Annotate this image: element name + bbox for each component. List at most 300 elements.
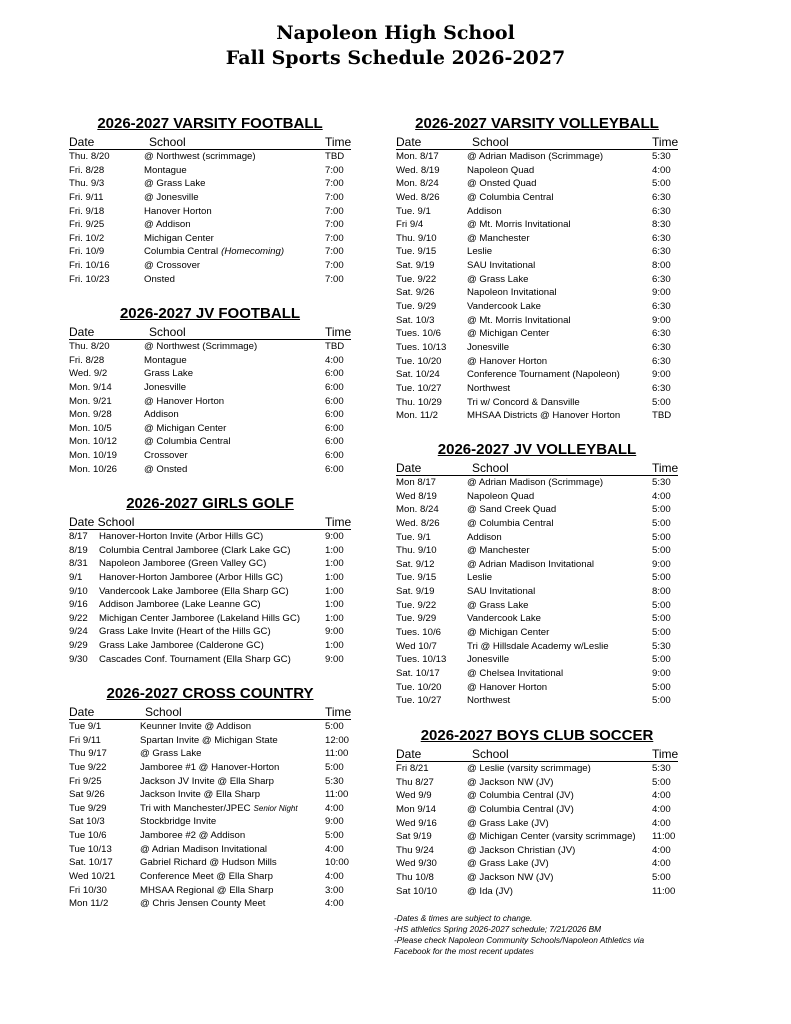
row-opponent [140,720,251,734]
row-date: Thu. 10/29 [396,396,442,408]
row-opponent-text: Grass Lake [144,368,194,380]
schedule-row [396,612,678,626]
row-opponent [140,897,265,911]
row-time: 9:00 [652,314,671,326]
row-date: Wed 9/16 [396,817,437,829]
schedule-row [396,286,678,300]
row-time: 6:00 [325,368,344,380]
row-opponent [144,245,284,259]
row-opponent [140,775,274,789]
row-time: 4:00 [325,354,344,366]
schedule-row [69,449,351,463]
row-date: Mon. 11/2 [396,410,438,422]
row-opponent-text: @ Hanover Horton [467,681,548,693]
column-headers [396,461,678,476]
header-time: Time [325,515,352,529]
section-boys-club-soccer [396,727,678,898]
row-date: Sat 9/19 [396,831,432,843]
row-opponent [467,544,530,558]
row-opponent [467,612,541,626]
schedule-row [396,355,678,369]
row-date: Tue 9/1 [69,721,102,732]
row-opponent-text: Hanover-Horton Jamboree (Arbor Hills GC) [99,571,283,583]
row-time: 7:00 [325,164,344,176]
row-date: Tue 10/13 [69,843,112,855]
row-opponent-text: @ Jackson NW (JV) [467,776,554,788]
row-opponent-text: Napoleon Quad [467,490,535,502]
row-time: 5:00 [325,761,344,773]
schedule-row [396,409,678,423]
schedule-row [396,817,678,831]
section-title: 2026-2027 VARSITY VOLLEYBALL [415,115,659,132]
row-time: TBD [325,341,345,352]
row-opponent [144,232,214,246]
row-time: 6:00 [325,450,344,462]
schedule-row [69,585,351,599]
row-opponent [467,273,528,287]
row-opponent [99,585,289,599]
row-date: Fri. 10/9 [69,246,105,258]
row-time: 6:30 [652,341,671,353]
row-date: Sat. 9/19 [396,260,435,272]
row-opponent-text: @ Jonesville [144,191,199,203]
schedule-row [396,273,678,287]
row-opponent-text: Napoleon Jamboree (Green Valley GC) [99,558,267,570]
row-date: Tue. 10/27 [396,382,442,394]
schedule-row [69,463,351,477]
section-varsity-football [69,115,351,286]
schedule-row [396,694,678,708]
row-time: 6:00 [325,381,344,393]
schedule-row [69,340,351,354]
schedule-row [396,571,678,585]
row-time: 11:00 [652,831,676,843]
header-date: Date School [69,515,135,529]
column-headers [69,135,351,150]
row-time: 1:00 [325,571,344,583]
schedule-row [396,476,678,490]
row-time: 6:30 [652,273,671,285]
row-date: Thu. 8/20 [69,341,110,352]
row-opponent [467,191,554,205]
schedule-row [69,856,351,870]
note-line: -HS athletics Spring 2026-2027 schedule; 7/21/2026 BM [394,924,602,934]
row-time: 4:00 [652,858,671,870]
row-opponent [144,164,187,178]
row-opponent-text: Michigan Center [144,232,214,244]
schedule-row [69,761,351,775]
row-opponent-text: Cascades Conf. Tournament (Ella Sharp GC) [99,653,291,665]
row-opponent-text: Addison [467,531,502,543]
row-date: Thu 9/17 [69,748,107,760]
row-time: 7:00 [325,219,344,231]
row-time: 8:00 [652,586,671,598]
row-time: 1:00 [325,585,344,597]
row-opponent [144,463,187,477]
row-date: Thu. 9/3 [69,178,105,190]
schedule-row [69,829,351,843]
row-opponent-text: @ Grass Lake [467,273,529,285]
schedule-row [69,897,351,911]
row-date: Mon 9/14 [396,803,437,815]
section-title: 2026-2027 CROSS COUNTRY [106,685,314,702]
schedule-row [396,300,678,314]
row-date: Mon. 10/19 [69,450,118,462]
schedule-row [69,395,351,409]
row-date: Fri 9/11 [69,734,101,746]
row-time: 4:00 [325,898,344,910]
row-opponent-text: Hanover-Horton Invite (Arbor Hills GC) [99,531,264,542]
row-opponent-text: @ Chris Jensen County Meet [140,898,266,910]
row-opponent [144,408,179,422]
row-opponent-text: @ Michigan Center (varsity scrimmage) [467,831,636,843]
schedule-row [69,557,351,571]
row-opponent [99,530,263,544]
row-note: Senior Night [253,803,298,813]
row-opponent-text: @ Columbia Central [467,191,554,203]
schedule-row [396,517,678,531]
row-opponent-text: Addison [144,409,179,421]
schedule-row [69,435,351,449]
row-date: Sat. 10/24 [396,369,440,381]
header-school: School [149,325,186,339]
row-date: Thu. 8/20 [69,151,110,162]
row-opponent [467,817,549,831]
row-opponent-text: Onsted [144,273,175,285]
schedule-row [396,585,678,599]
row-opponent-text: @ Manchester [467,232,530,244]
schedule-row [396,885,678,899]
row-date: Mon. 10/12 [69,436,118,448]
row-time: 10:00 [325,857,350,869]
row-date: Tues. 10/6 [396,627,441,639]
schedule-row [396,803,678,817]
header-time: Time [325,325,352,339]
row-date: Sat 10/10 [396,885,438,897]
schedule-row [69,245,351,259]
row-date: 9/10 [69,585,88,597]
row-date: Sat. 9/12 [396,558,435,570]
row-time: 5:00 [652,681,671,693]
column-headers [396,747,678,762]
row-opponent-text: Tri w/ Concord & Dansville [467,396,580,408]
row-opponent-text: Montague [144,164,187,176]
row-opponent [144,422,226,436]
row-date: Thu 9/24 [396,844,434,856]
row-time: 4:00 [325,871,344,883]
row-opponent-text: @ Northwest (scrimmage) [144,151,256,162]
schedule-row [69,191,351,205]
row-time: 9:00 [652,667,671,679]
school-title: Napoleon High School [276,22,515,44]
row-opponent-text: Jackson JV Invite @ Ella Sharp [140,775,274,787]
row-opponent-text: @ Adrian Madison (Scrimmage) [467,477,604,488]
schedule-row [69,367,351,381]
row-date: Sat. 9/26 [396,287,435,299]
notes [394,913,694,957]
row-time: 5:00 [652,178,671,190]
row-date: Wed 9/9 [396,790,432,802]
row-opponent [467,640,609,654]
schedule-row [396,626,678,640]
row-opponent-text: MHSAA Regional @ Ella Sharp [140,884,274,896]
row-time: 5:30 [652,640,671,652]
schedule-row [69,775,351,789]
row-date: 9/16 [69,599,88,611]
row-time: 4:00 [325,802,344,814]
row-opponent [467,531,502,545]
row-time: 6:30 [652,301,671,313]
row-time: 9:00 [652,369,671,381]
row-date: 9/1 [69,571,83,583]
row-opponent [467,694,510,708]
row-time: 1:00 [325,558,344,570]
row-opponent [144,395,224,409]
header-date: Date [396,461,422,475]
row-opponent-text: @ Jackson NW (JV) [467,872,554,884]
row-opponent-text: Tri @ Hillsdale Academy w/Leslie [467,640,609,652]
row-time: 5:00 [652,572,671,584]
row-time: 5:00 [652,545,671,557]
row-opponent-text: @ Mt. Morris Invitational [467,314,571,326]
row-time: 9:00 [325,626,344,638]
schedule-row [69,843,351,857]
row-opponent-text: Conference Meet @ Ella Sharp [140,871,273,883]
row-time: 6:30 [652,232,671,244]
row-opponent-text: Jamboree #2 @ Addison [140,830,246,842]
section-title: 2026-2027 JV FOOTBALL [119,305,301,322]
row-opponent [467,871,554,885]
row-date: Wed. 8/19 [396,164,440,176]
row-time: 3:00 [325,884,344,896]
row-opponent [467,885,513,899]
row-opponent [144,354,187,368]
row-date: Mon. 9/21 [69,395,112,407]
schedule-row [69,639,351,653]
row-time: 6:30 [652,246,671,258]
row-opponent [99,598,261,612]
schedule-row [396,490,678,504]
schedule-row [396,789,678,803]
row-opponent [140,884,273,898]
row-opponent [140,747,201,761]
row-opponent [467,368,620,382]
row-date: Tue 9/29 [69,802,107,814]
row-opponent-text: @ Columbia Central [144,436,231,448]
row-opponent [467,205,502,219]
row-opponent-text: @ Columbia Central (JV) [467,790,574,802]
row-opponent-text: Addison Jamboree (Lake Leanne GC) [99,599,261,611]
row-opponent-text: @ Michigan Center [144,422,227,434]
schedule-row [69,177,351,191]
row-opponent-text: Gabriel Richard @ Hudson Mills [140,857,277,869]
schedule-row [396,857,678,871]
row-time: 4:00 [652,803,671,815]
row-opponent [467,776,554,790]
schedule-row [396,232,678,246]
row-opponent-text: @ Hanover Horton [467,355,548,367]
row-opponent [467,314,571,328]
row-opponent-text: Leslie [467,246,493,258]
schedule-row [69,884,351,898]
row-opponent [144,259,200,273]
header-time: Time [325,705,352,719]
header-time: Time [652,747,679,761]
row-time: 11:00 [652,885,676,897]
header-time: Time [652,135,679,149]
row-opponent-text: @ Hanover Horton [144,395,225,407]
row-opponent [467,585,535,599]
row-opponent [140,788,260,802]
schedule-row [396,599,678,613]
row-opponent-text: @ Grass Lake [140,748,202,760]
row-opponent [140,761,279,775]
schedule-row [69,598,351,612]
row-date: 9/30 [69,653,88,665]
row-opponent [467,789,574,803]
row-time: 12:00 [325,734,350,746]
header-school: School [472,747,509,761]
schedule-row [396,640,678,654]
row-time: 5:30 [652,763,671,774]
row-time: 6:30 [652,191,671,203]
row-date: Tues. 10/13 [396,341,447,353]
row-opponent-text: @ Sand Creek Quad [467,504,557,516]
row-opponent [467,150,603,164]
row-date: Sat. 10/17 [69,857,113,869]
row-date: 8/17 [69,531,88,542]
row-opponent-text: @ Chelsea Invitational [467,667,564,679]
row-date: Wed 10/21 [69,871,116,883]
row-date: Tue. 10/27 [396,695,442,707]
schedule-row [69,273,351,287]
row-date: Mon. 8/17 [396,151,439,162]
row-opponent [467,517,554,531]
row-opponent [467,245,492,259]
row-opponent [144,367,193,381]
row-time: 4:00 [652,164,671,176]
row-date: Wed. 8/26 [396,191,440,203]
row-opponent [144,449,188,463]
row-date: Mon 11/2 [69,898,109,910]
row-date: Sat 9/26 [69,789,105,801]
row-opponent [99,639,264,653]
row-time: TBD [325,151,345,162]
note-line: -Dates & times are subject to change. [394,913,533,923]
row-time: 8:30 [652,219,671,231]
row-opponent-text: Jonesville [467,341,510,353]
row-time: 4:00 [652,817,671,829]
row-opponent-text: MHSAA Districts @ Hanover Horton [467,410,621,422]
row-opponent [467,681,547,695]
schedule-row [396,245,678,259]
row-date: Sat. 9/19 [396,586,435,598]
row-time: 5:30 [652,151,671,162]
row-date: Tue. 10/20 [396,355,442,367]
row-opponent-text: @ Grass Lake [467,599,529,611]
row-opponent-text: @ Columbia Central (JV) [467,803,574,815]
row-date: Fri. 10/2 [69,232,105,244]
row-time: 5:30 [652,477,671,488]
row-time: 9:00 [652,287,671,299]
row-opponent [99,612,300,626]
row-date: Tue 10/6 [69,830,107,842]
row-time: 5:00 [652,776,671,788]
row-opponent-text: Grass Lake Invite (Heart of the Hills GC) [99,626,271,638]
row-time: 7:00 [325,191,344,203]
row-opponent-text: Jamboree #1 @ Hanover-Horton [140,761,280,773]
row-opponent-text: Northwest [467,695,511,707]
row-opponent-text: Crossover [144,450,188,462]
row-opponent-text: SAU Invitational [467,260,536,272]
row-date: Sat. 10/3 [396,314,435,326]
schedule-row [396,558,678,572]
row-opponent-text: @ Adrian Madison (Scrimmage) [467,151,604,162]
row-opponent [140,870,273,884]
row-date: Sat 10/3 [69,816,105,828]
row-date: 9/24 [69,626,88,638]
row-date: Wed 10/7 [396,640,437,652]
schedule-row [396,667,678,681]
row-time: 11:00 [325,789,349,801]
row-opponent [99,653,291,667]
schedule-row [69,381,351,395]
row-time: 5:00 [325,721,344,732]
row-time: 8:00 [652,260,671,272]
section-title: 2026-2027 GIRLS GOLF [126,495,294,512]
row-date: Tues. 10/6 [396,328,441,340]
row-date: Tue. 9/22 [396,273,437,285]
schedule-row [396,871,678,885]
row-time: 4:00 [652,490,671,502]
row-time: 9:00 [325,653,344,665]
row-time: 6:30 [652,355,671,367]
row-time: 7:00 [325,232,344,244]
schedule-row [396,681,678,695]
schedule-row [69,408,351,422]
row-date: Mon. 9/14 [69,381,112,393]
schedule-row [396,164,678,178]
row-time: 4:00 [652,844,671,856]
row-opponent-text: Vandercook Lake [467,613,541,625]
row-time: 7:00 [325,246,344,258]
row-opponent-text: @ Addison [144,219,191,231]
header-school: School [472,135,509,149]
row-opponent-text: @ Grass Lake [144,178,206,190]
row-opponent [144,340,257,354]
row-opponent-text: Stockbridge Invite [140,816,217,828]
row-opponent-text: Columbia Central [144,246,219,258]
row-date: Thu 10/8 [396,872,434,884]
section-varsity-volleyball [396,115,678,423]
row-date: Mon 8/17 [396,477,437,488]
row-opponent-text: Napoleon Quad [467,164,535,176]
row-opponent [144,150,256,164]
row-opponent [467,830,636,844]
row-time: 4:00 [652,790,671,802]
schedule-row [396,531,678,545]
row-opponent-text: @ Michigan Center [467,627,550,639]
column-headers [396,135,678,150]
section-title: 2026-2027 VARSITY FOOTBALL [97,115,323,132]
section-cross-country [69,685,351,911]
row-opponent [140,734,278,748]
row-date: Wed. 9/2 [69,368,108,380]
schedule-row [69,544,351,558]
row-date: Tue. 9/15 [396,246,437,258]
row-opponent-text: Michigan Center Jamboree (Lakeland Hills GC) [99,612,301,624]
row-time: 5:00 [652,517,671,529]
